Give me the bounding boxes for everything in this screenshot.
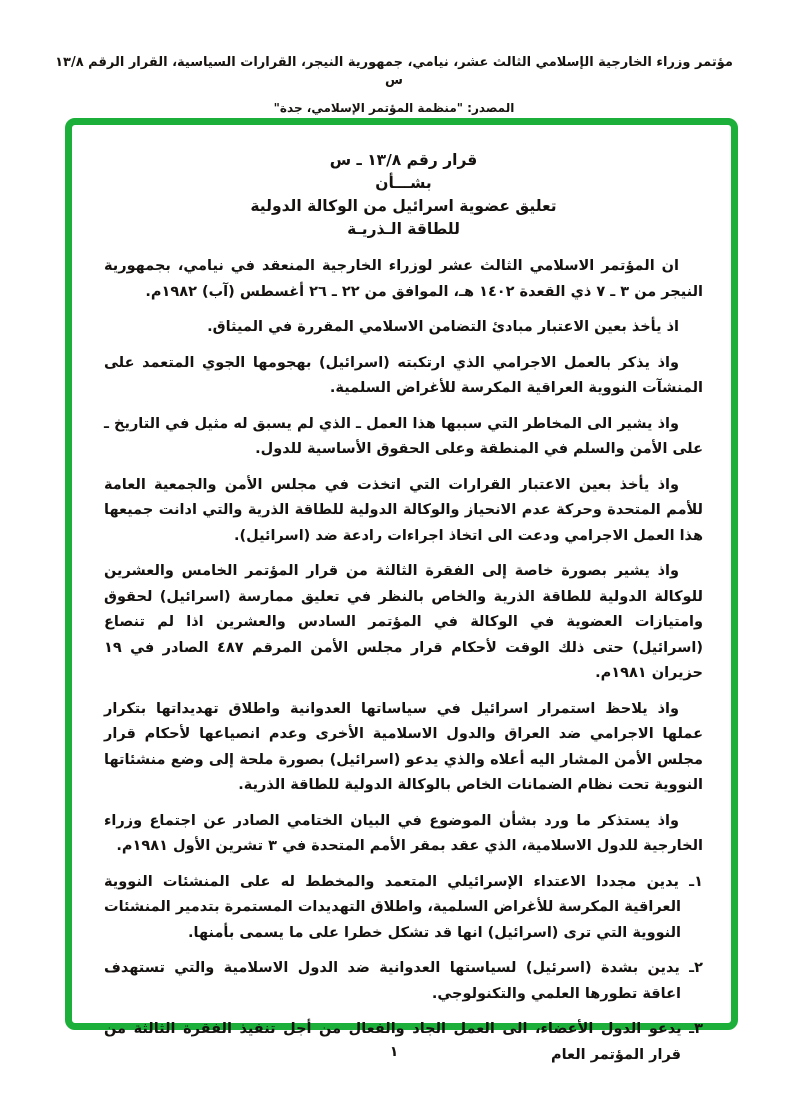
resolution-content	[72, 125, 731, 1063]
operative-item-1: ١ـ يدين مجددا الاعتداء الإسرائيلي المتعمد والمخطط له على المنشئات النووية العراقية المكرسة للأغراض السلمية، واطلاق التهديدات المستمرة بتدمير المنشئات النووية التي ترى (اسرائيل) انها قد تشكل خطرا على ما يسمى بأمنها.	[104, 873, 703, 941]
paragraph-dangers: واذ يشير الى المخاطر التي سببها هذا العمل ـ الذي لم يسبق له مثيل في التاريخ ـ على الأمن والسلم في المنطقة وعلى الحقوق الأساسية للدول.	[104, 415, 703, 457]
paragraph-preamble: ان المؤتمر الاسلامي الثالث عشر لوزراء الخارجية المنعقد في نيامي، بجمهورية النيجر من ٣ ـ ٧ ذي القعدة ١٤٠٢ هـ، الموافق من ٢٢ ـ ٢٦ أغسطس (آب) ١٩٨٢م.	[104, 258, 703, 300]
page-number: ١	[389, 1044, 399, 1060]
resolution-regarding-line: بشـــأن	[375, 174, 432, 192]
paragraph-iaea-clause: واذ يشير بصورة خاصة إلى الفقرة الثالثة من قرار المؤتمر الخامس والعشرين للوكالة الدولية للطاقة الذرية والخاص بالنظر في تعليق ممارسة (اسرائيل) لحقوق وامتيازات العضوية في الوكالة في المؤتمر السادس والعشرين اذا لم تنصاع (اسرائيل) حتى ذلك الوقت لأحكام قرار مجلس الأمن المرقم ٤٨٧ الصادر في ١٩ حزيران ١٩٨١م.	[104, 563, 703, 681]
resolution-body	[104, 254, 703, 1068]
paragraph-un-resolutions: واذ يأخذ بعين الاعتبار القرارات التي اتخذت في مجلس الأمن والجمعية العامة للأمم المتحدة وحركة عدم الانحياز والوكالة الدولية للطاقة الذرية والتي ادانت جميعها هذا العمل الاجرامي ودعت الى اتخاذ اجراءات رادعة ضد (اسرائيل).	[104, 476, 703, 544]
operative-item-2: ٢ـ يدين بشدة (اسرئيل) لسياستها العدوانية ضد الدول الاسلامية والتي تستهدف اعاقة تطورها العلمي والتكنولوجي.	[104, 960, 703, 1002]
paragraph-considering: اذ يأخذ بعين الاعتبار مبادئ التضامن الاسلامي المقررة في الميثاق.	[207, 319, 679, 335]
resolution-title	[104, 149, 703, 241]
resolution-subject-line2: للطاقة الـذريـة	[347, 220, 460, 238]
resolution-subject-line1: تعليق عضوية اسرائيل من الوكالة الدولية	[250, 197, 557, 215]
operative-item-3: ٣ـ يدعو الدول الأعضاء، الى العمل الجاد والفعال من أجل تنفيذ الفقرة الثالثة من قرار المؤتمر العام	[104, 1021, 703, 1063]
paragraph-final-communique: واذ يستذكر ما ورد بشأن الموضوع في البيان الختامي الصادر عن اجتماع وزراء الخارجية للدول الاسلامية، الذي عقد بمقر الأمم المتحدة في ٣ تشرين الأول ١٩٨١م.	[104, 812, 703, 854]
citation-line: مؤتمر وزراء الخارجية الإسلامي الثالث عشر، نيامي، جمهورية النيجر، القرارات السياسية، القرار الرقم ١٣/٨ س	[55, 55, 733, 88]
paragraph-recalling-act: واذ يذكر بالعمل الاجرامي الذي ارتكبته (اسرائيل) بهجومها الجوي المتعمد على المنشآت النووية العراقية المكرسة للأغراض السلمية.	[104, 354, 703, 396]
source-line: المصدر: "منظمة المؤتمر الإسلامي، جدة"	[273, 101, 515, 115]
paragraph-noting-policy: واذ يلاحظ استمرار اسرائيل في سياساتها العدوانية واطلاق تهديداتها بتكرار عملها الاجرامي ضد العراق والدول الاسلامية الأخرى وعدم انصياعها لأحكام قرار مجلس الأمن المشار اليه أعلاه والذي يدعو (اسرائيل) بصورة ملحة إلى وضع منشئاتها النووية تحت نظام الضمانات الخاص بالوكالة الدولية للطاقة الذرية.	[104, 700, 703, 793]
green-border-frame	[65, 118, 738, 1063]
resolution-number-line: قرار رقم ١٣/٨ ـ س	[329, 151, 478, 169]
citation-header	[44, 54, 744, 117]
